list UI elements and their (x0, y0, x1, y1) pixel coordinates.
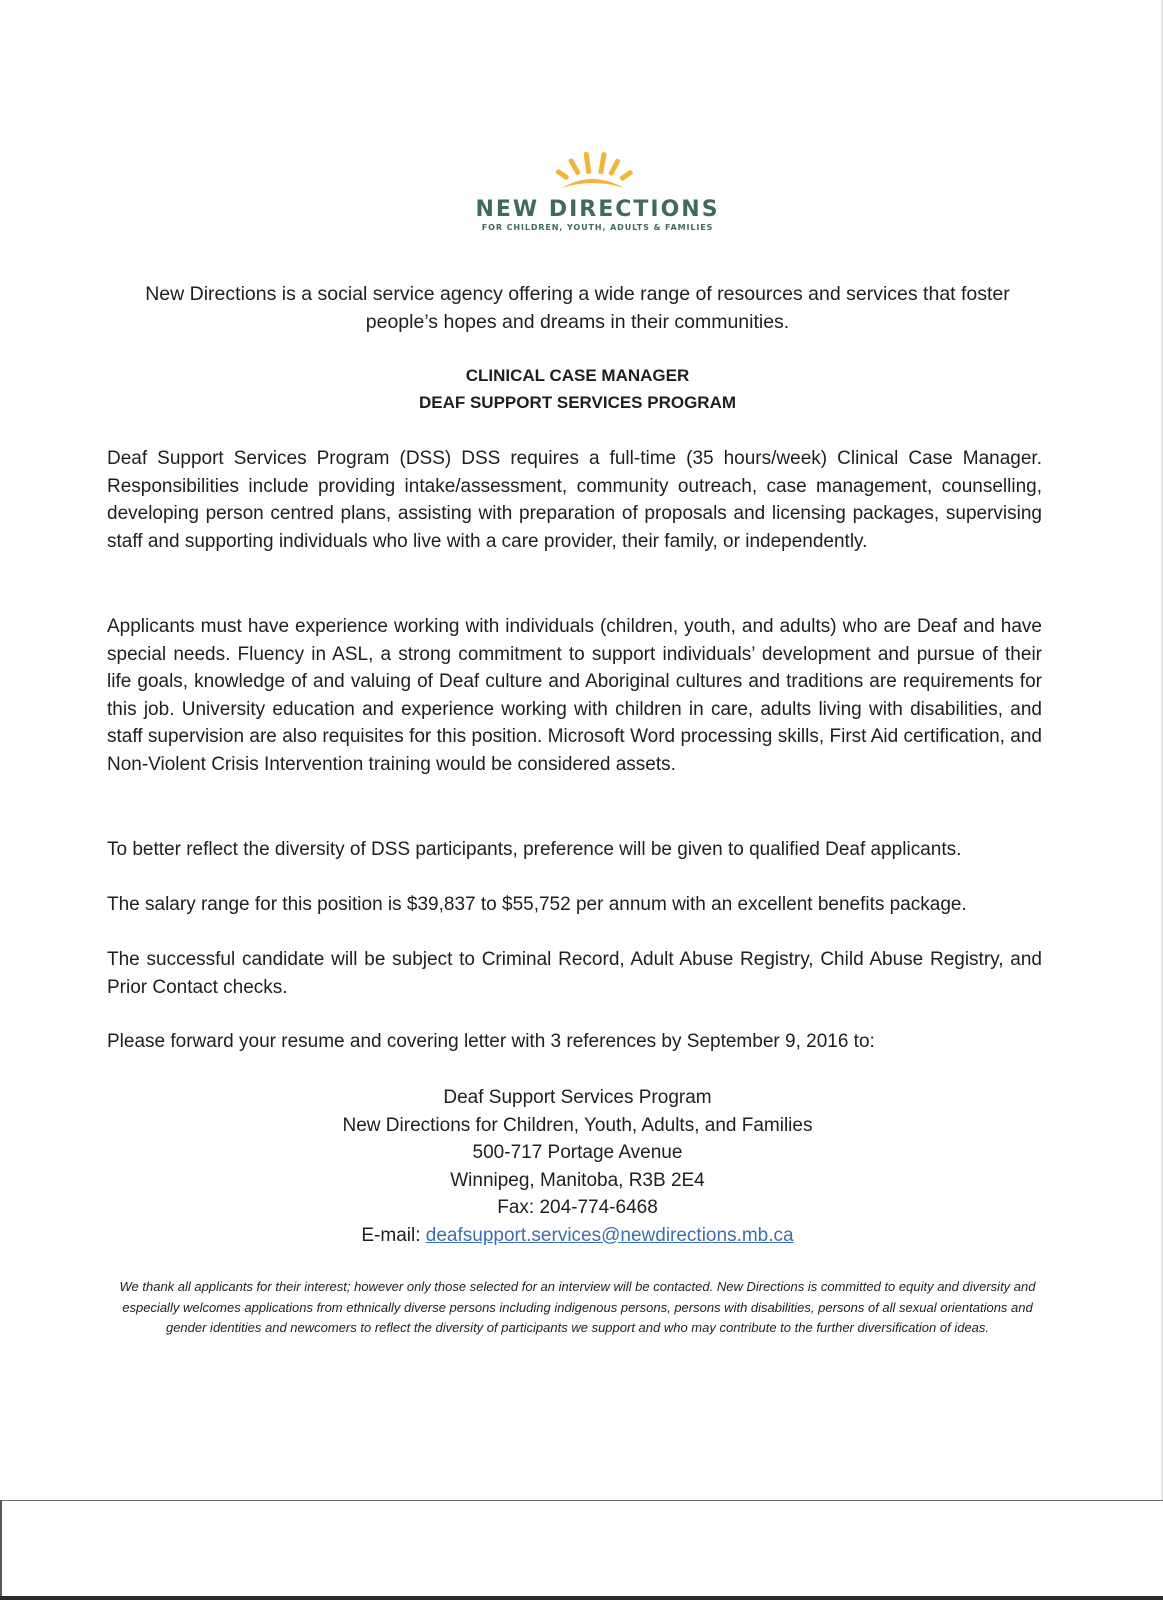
new-directions-logo (0, 148, 1163, 234)
paragraph-salary: The salary range for this position is $39,837 to $55,752 per annum with an excellent benefits package. (107, 894, 967, 915)
address-line-1: Deaf Support Services Program (443, 1087, 712, 1108)
scan-border-bottom (0, 1596, 1163, 1600)
email-line (105, 1222, 1050, 1250)
fax-number: Fax: 204-774-6468 (497, 1197, 658, 1218)
intro-text (105, 280, 1050, 336)
logo-name: NEW DIRECTIONS (475, 197, 720, 222)
sun-rays-icon (542, 148, 652, 194)
scan-border-line (0, 1500, 1163, 1501)
email-label: E-mail: (361, 1224, 426, 1246)
paragraph-apply: Please forward your resume and covering letter with 3 references by September 9, 2016 to: (107, 1031, 875, 1052)
intro-line-1: New Directions is a social service agency offering a wide range of resources and services that foster (145, 283, 1010, 305)
paragraph-requirements: Applicants must have experience working with individuals (children, youth, and adults) who are Deaf and have special needs. Fluency in ASL, a strong commitment to support individuals’ development and pursue of their life goals, knowledge of and valuing of Deaf culture and Aboriginal cultures and traditions are requirements for this job. University education and experience working with children in care, adults living with disabilities, and staff supervision are also requisites for this position. Microsoft Word processing skills, First Aid certification, and Non-Violent Crisis Intervention training would be considered assets. (107, 616, 1042, 775)
intro-line-2: people’s hopes and dreams in their communities. (365, 311, 790, 333)
equity-statement: We thank all applicants for their interest; however only those selected for an interview will be contacted. New Directions is committed to equity and diversity and especially welcomes applications from ethnically diverse persons including indigenous persons, persons with disabilities, persons of all sexual orientations and gender identities and newcomers to reflect the diversity of participants we support and who may contribute to the further diversification of ideas. (119, 1279, 1036, 1335)
job-titles (105, 362, 1050, 416)
address-line-3: 500-717 Portage Avenue (472, 1142, 683, 1163)
logo-tagline: FOR CHILDREN, YOUTH, ADULTS & FAMILIES (481, 223, 714, 232)
email-link[interactable]: deafsupport.services@newdirections.mb.ca (425, 1224, 794, 1246)
address-line-2: New Directions for Children, Youth, Adults, and Families (342, 1114, 813, 1136)
paragraph-responsibilities: Deaf Support Services Program (DSS) DSS requires a full-time (35 hours/week) Clinical Case Manager. Responsibilities include providing intake/assessment, community outreach, case management, counselling, developing person centred plans, assisting with preparation of proposals and licensing packages, supervising staff and supporting individuals who live with a care provider, their family, or independently. (107, 448, 1042, 552)
paragraph-checks: The successful candidate will be subject to Criminal Record, Adult Abuse Registry, Child Abuse Registry, and Prior Contact checks. (107, 949, 1042, 998)
scan-border-left (0, 1500, 2, 1600)
position-title: CLINICAL CASE MANAGER (465, 366, 690, 385)
paragraph-preference: To better reflect the diversity of DSS participants, preference will be given to qualified Deaf applicants. (107, 839, 962, 860)
program-title: DEAF SUPPORT SERVICES PROGRAM (418, 393, 737, 412)
address-line-4: Winnipeg, Manitoba, R3B 2E4 (450, 1169, 705, 1191)
mailing-address (105, 1084, 1050, 1249)
